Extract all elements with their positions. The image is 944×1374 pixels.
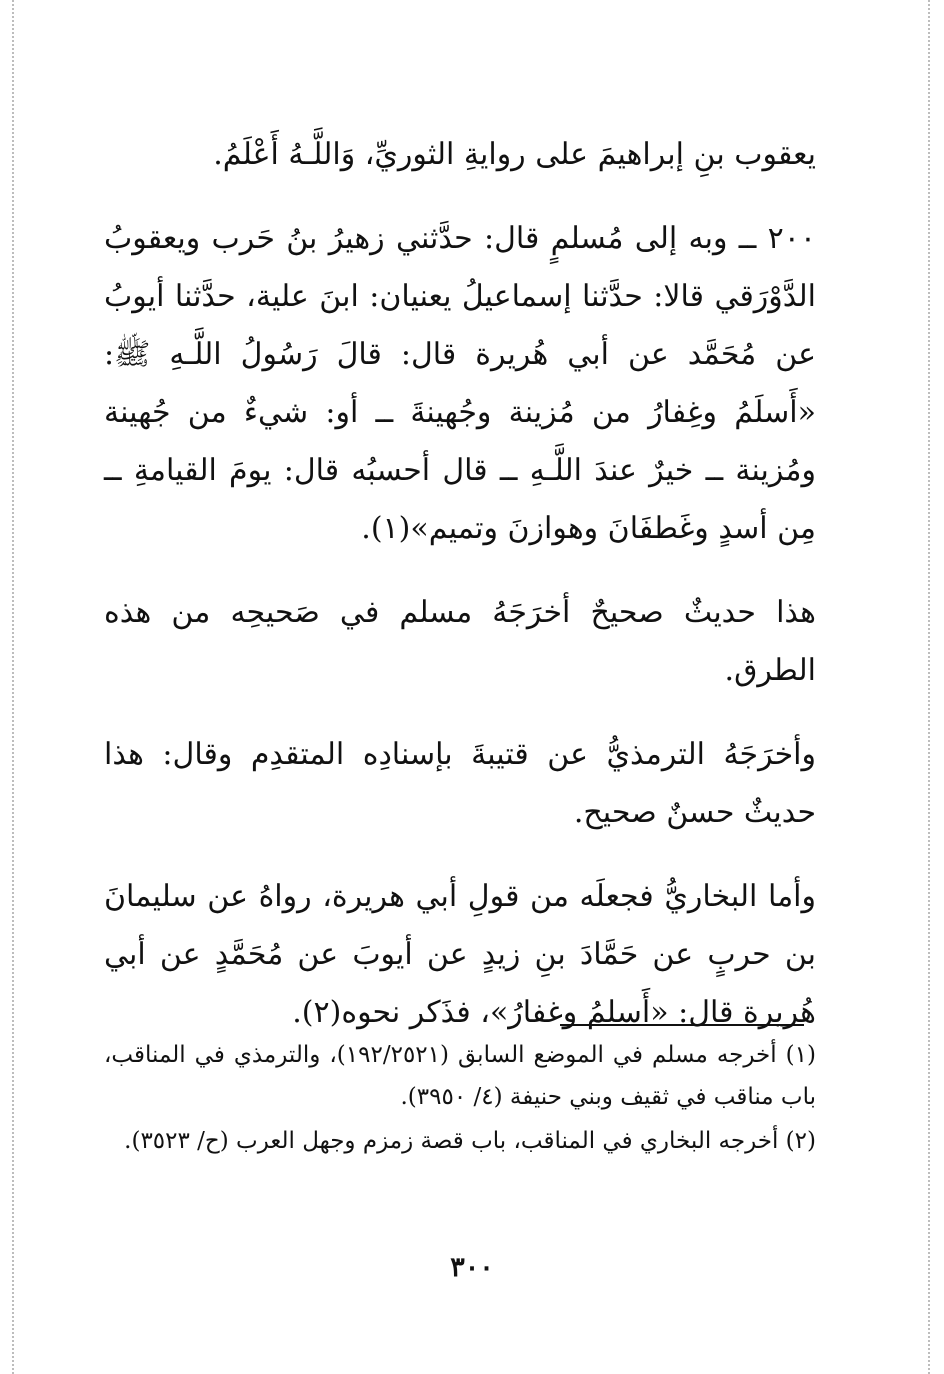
paragraph-authenticity: هذا حديثٌ صحيحٌ أخرَجَهُ مسلم في صَحيحِه من هذه الطرق.	[104, 595, 816, 688]
paragraph-tirmidhi: وأخرَجَهُ الترمذيُّ عن قتيبةَ بإسنادِه المتقدِم وقال: هذا حديثٌ حسنٌ صحيح.	[104, 737, 816, 830]
right-margin-dotted-line	[928, 0, 930, 1374]
footnote-2: (٢) أخرجه البخاري في المناقب، باب قصة زمزم وجهل العرب (ح/ ٣٥٢٣).	[124, 1128, 816, 1154]
footnote-separator	[560, 1024, 804, 1026]
paragraph-continuation: يعقوب بنِ إبراهيمَ على روايةِ الثوريِّ، وَاللَّـهُ أَعْلَمُ.	[213, 137, 816, 172]
footnote-1: (١) أخرجه مسلم في الموضع السابق (١٩٢/٢٥٢١)، والترمذي في المناقب، باب مناقب في ثقيف وبني حنيفة (٤/ ٣٩٥٠).	[104, 1042, 816, 1110]
paragraph-hadith-200: ٢٠٠ ــ وبه إلى مُسلمٍ قال: حدَّثني زهيرُ بنُ حَرب ويعقوبُ الدَّوْرَقي قالا: حدَّثنا إسماعيلُ يعنيان: ابنَ علية، حدَّثنا أيوبُ عن مُحَمَّد عن أبي هُريرة قال: قالَ رَسُولُ اللَّـهِ ﷺ: «أَسلَمُ وغِفارُ من مُزينة وجُهينةَ ــ أو: شيءٌ من جُهينة ومُزينة ــ خيرٌ عندَ اللَّـهِ ــ قال أحسبُه قال: يومَ القيامةِ ــ مِن أسدٍ وغَطفَانَ وهوازنَ وتميم»(١).	[104, 221, 817, 546]
main-text	[104, 126, 816, 1042]
paragraph-bukhari: وأما البخاريُّ فجعلَه من قولِ أبي هريرة، رواهُ عن سليمانَ بن حربٍ عن حَمَّادَ بنِ زيدٍ عن أيوبَ عن مُحَمَّدٍ عن أبي هُريرة قال: «أَسلمُ وغفارُ»، فذَكر نحوه(٢).	[104, 879, 816, 1030]
left-margin-dotted-line	[12, 0, 14, 1374]
footnotes	[104, 1034, 816, 1164]
page-number: ٣٠٠	[450, 1252, 494, 1283]
